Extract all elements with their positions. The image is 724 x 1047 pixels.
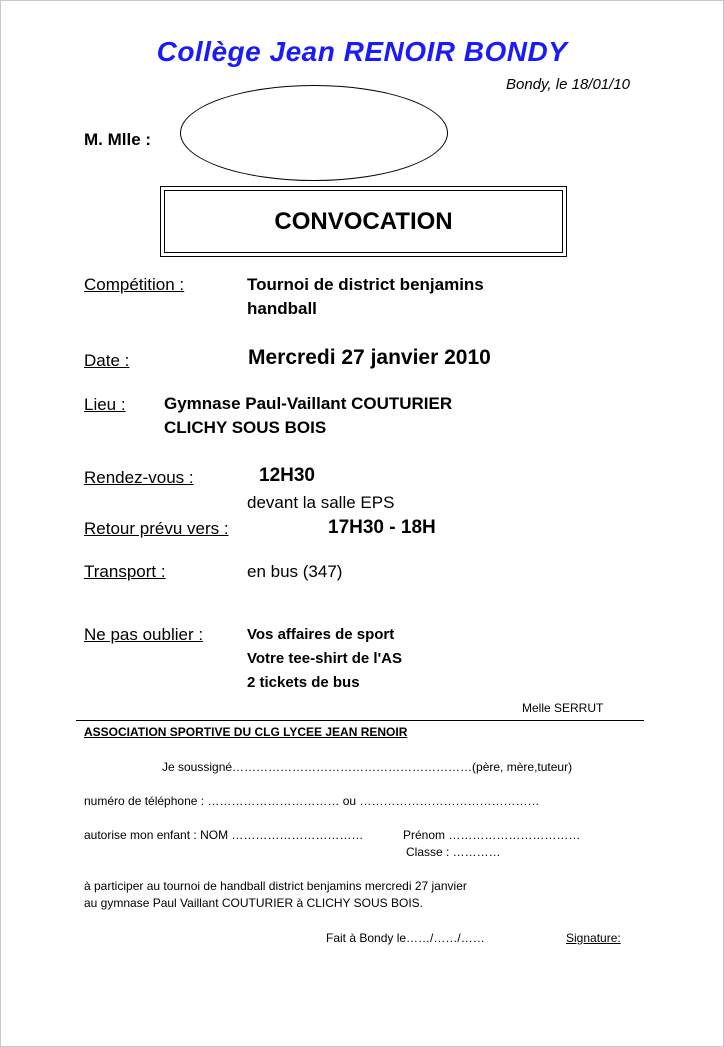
rendezvous-place: devant la salle EPS — [247, 493, 395, 512]
soussigne-line: Je soussigné……………………………………………………(père, mère,tuteur) — [162, 760, 573, 774]
date-value: Mercredi 27 janvier 2010 — [248, 346, 491, 369]
lieu-value-line1: Gymnase Paul-Vaillant COUTURIER — [164, 394, 453, 413]
retour-label: Retour prévu vers : — [84, 519, 229, 538]
retour-value: 17H30 - 18H — [328, 517, 436, 538]
recipient-label: M. Mlle : — [84, 130, 152, 149]
convocation-title: CONVOCATION — [164, 190, 563, 253]
participer-line1: à participer au tournoi de handball district benjamins mercredi 27 janvier — [84, 879, 467, 893]
oublier-item-3: 2 tickets de bus — [247, 674, 360, 691]
rendezvous-time: 12H30 — [259, 465, 315, 486]
autorise-nom-line: autorise mon enfant : NOM …………………………… — [84, 828, 364, 842]
recipient-name-oval — [180, 85, 448, 181]
oublier-item-1: Vos affaires de sport — [247, 626, 395, 643]
date-label: Date : — [84, 351, 130, 370]
prenom-line: Prénom …………………………… — [403, 828, 581, 842]
fait-a-line: Fait à Bondy le……/……/…… — [326, 931, 485, 945]
lieu-label: Lieu : — [84, 395, 126, 414]
competition-label: Compétition : — [84, 275, 185, 294]
signatory-name: Melle SERRUT — [522, 701, 604, 715]
transport-label: Transport : — [84, 562, 166, 581]
participer-line2: au gymnase Paul Vaillant COUTURIER à CLICHY SOUS BOIS. — [84, 896, 424, 910]
rendezvous-label: Rendez-vous : — [84, 468, 194, 487]
association-heading: ASSOCIATION SPORTIVE DU CLG LYCEE JEAN RENOIR — [84, 725, 408, 739]
signature-label: Signature: — [566, 931, 621, 945]
transport-value: en bus (347) — [247, 562, 343, 581]
lieu-value-line2: CLICHY SOUS BOIS — [164, 418, 327, 437]
classe-line: Classe : ………… — [406, 845, 501, 859]
competition-value-line1: Tournoi de district benjamins — [247, 275, 484, 294]
section-divider — [76, 720, 644, 721]
competition-value-line2: handball — [247, 299, 317, 318]
telephone-line: numéro de téléphone : …………………………… ou ……………………………………… — [84, 794, 540, 808]
convocation-title-box — [160, 186, 567, 257]
oublier-item-2: Votre tee-shirt de l'AS — [247, 650, 402, 667]
oublier-label: Ne pas oublier : — [84, 625, 204, 644]
document-date: Bondy, le 18/01/10 — [506, 76, 630, 93]
school-title: Collège Jean RENOIR BONDY — [156, 36, 568, 67]
